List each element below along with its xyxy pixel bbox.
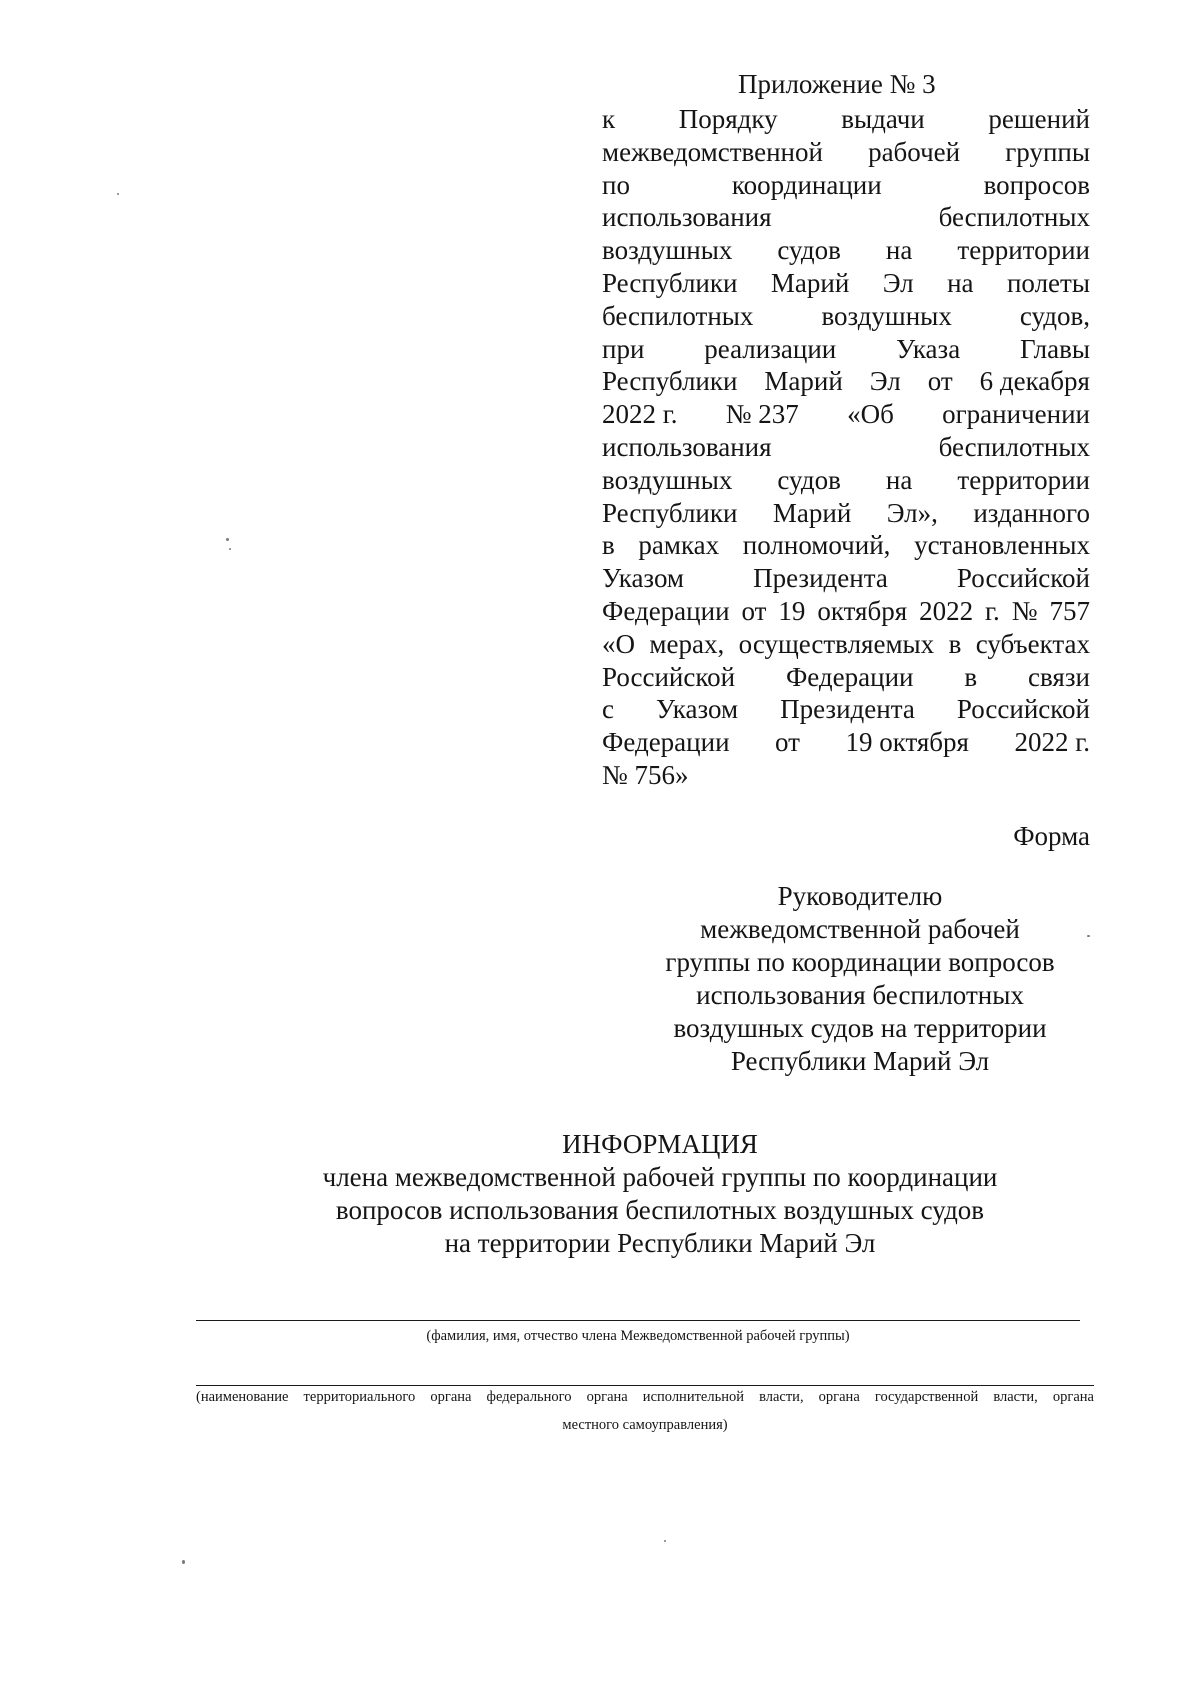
- scan-speck: [664, 1540, 666, 1542]
- annex-word: г.: [985, 595, 1000, 626]
- annex-word: Эл: [869, 366, 901, 397]
- annex-title: Приложение № 3: [738, 69, 936, 99]
- annex-word: 2022 г.: [602, 399, 678, 430]
- heading-title: ИНФОРМАЦИЯ: [562, 1129, 758, 1159]
- heading-subtitle-line: на территории Республики Марий Эл: [444, 1228, 876, 1258]
- addressee-line: межведомственной рабочей: [700, 914, 1020, 944]
- name-field-line: [196, 1320, 1080, 1321]
- annex-word: вопросов: [983, 169, 1090, 200]
- annex-word: по: [602, 169, 630, 200]
- annex-line: [602, 136, 1090, 169]
- annex-line: [602, 562, 1090, 595]
- annex-word: Марий: [764, 366, 843, 397]
- annex-word: №: [1011, 595, 1038, 626]
- annex-word: мерах,: [649, 628, 725, 659]
- annex-line: [602, 726, 1090, 759]
- annex-word: 2022: [919, 595, 974, 626]
- annex-line: [602, 595, 1090, 628]
- annex-word: ограничении: [942, 399, 1090, 430]
- annex-word: от: [775, 727, 800, 758]
- annex-word: Президента: [753, 563, 888, 594]
- addressee-block: [620, 880, 1100, 1078]
- annex-word: Федерации: [785, 661, 914, 692]
- annex-word: Указом: [602, 563, 685, 594]
- annex-word: Республики: [602, 497, 738, 528]
- annex-line: [602, 234, 1090, 267]
- annex-word: полномочий,: [742, 530, 891, 561]
- annex-word: Эл»,: [886, 497, 938, 528]
- annex-word: на: [885, 235, 913, 266]
- annex-word: Федерации: [602, 727, 730, 758]
- annex-word: беспилотных: [938, 431, 1090, 462]
- annex-word: 19: [778, 595, 806, 626]
- document-heading: [140, 1128, 1180, 1260]
- addressee-line: воздушных судов на территории: [673, 1013, 1047, 1043]
- annex-line: [602, 333, 1090, 366]
- annex-word: территории: [957, 235, 1090, 266]
- annex-word: в: [964, 661, 978, 692]
- annex-word: 6 декабря: [979, 366, 1090, 397]
- addressee-line: использования беспилотных: [696, 980, 1024, 1010]
- addressee-line: Руководителю: [777, 881, 943, 911]
- annex-word: на: [947, 267, 974, 298]
- annex-line: [602, 169, 1090, 202]
- annex-word: изданного: [973, 497, 1090, 528]
- annex-word: беспилотных: [938, 202, 1090, 233]
- annex-word: субъектах: [975, 628, 1090, 659]
- annex-word: от: [927, 366, 953, 397]
- annex-word: Республики: [602, 267, 738, 298]
- annex-word: Марий: [772, 497, 852, 528]
- annex-word: Президента: [780, 694, 915, 725]
- annex-line: [602, 267, 1090, 300]
- annex-text: [602, 103, 1090, 792]
- annex-word: связи: [1028, 661, 1090, 692]
- annex-word: рамках: [638, 530, 720, 561]
- addressee-line: группы по координации вопросов: [665, 947, 1055, 977]
- annex-line: [602, 300, 1090, 333]
- annex-line: [602, 661, 1090, 694]
- annex-line: [602, 628, 1090, 661]
- annex-word: рабочей: [868, 136, 961, 167]
- annex-word: с: [602, 694, 614, 725]
- heading-subtitle-line: члена межведомственной рабочей группы по координации: [322, 1162, 998, 1192]
- annex-word: к: [602, 104, 616, 134]
- organization-field-caption: (наименование территориального органа федерального органа исполнительной власти, органа государственной власти, органа: [196, 1389, 1094, 1405]
- annex-word: Марий: [770, 267, 850, 298]
- addressee-line: Республики Марий Эл: [730, 1046, 990, 1076]
- annex-word: воздушных: [602, 464, 733, 495]
- annex-line: [602, 398, 1090, 431]
- annex-word: «О: [602, 628, 635, 659]
- annex-word: использования: [602, 202, 772, 233]
- annex-word: 2022 г.: [1014, 727, 1090, 758]
- annex-word: использования: [602, 431, 772, 462]
- annex-line: [602, 497, 1090, 530]
- annex-word: Указа: [896, 333, 961, 364]
- annex-word: в: [948, 628, 962, 659]
- annex-word: в: [602, 530, 615, 561]
- annex-word: судов,: [1019, 300, 1090, 331]
- annex-line: [602, 103, 1090, 136]
- annex-word: Эл: [882, 267, 914, 298]
- annex-word: Порядку: [678, 104, 778, 134]
- annex-word: Федерации: [602, 595, 730, 626]
- annex-word: осуществляемых: [738, 628, 935, 659]
- organization-field-caption-continued: местного самоуправления): [562, 1417, 728, 1433]
- annex-word: территории: [957, 464, 1090, 495]
- annex-word: выдачи: [841, 104, 925, 134]
- annex-word: межведомственной: [602, 136, 823, 167]
- annex-word: Российской: [956, 694, 1090, 725]
- annex-word: при: [602, 333, 645, 364]
- annex-line: [602, 464, 1090, 497]
- scan-speck: [182, 1560, 185, 1564]
- annex-line: [602, 365, 1090, 398]
- organization-field-line: [196, 1385, 1094, 1386]
- annex-word: от: [741, 595, 767, 626]
- annex-word: Указом: [656, 694, 739, 725]
- name-field-caption: (фамилия, имя, отчество члена Межведомственной рабочей группы): [426, 1328, 850, 1344]
- annex-word: Российской: [956, 563, 1090, 594]
- annex-word: беспилотных: [602, 300, 754, 331]
- annex-word: 757: [1049, 595, 1090, 626]
- annex-word: на: [885, 464, 913, 495]
- annex-word: координации: [731, 169, 882, 200]
- annex-word: судов: [777, 464, 841, 495]
- annex-word: реализации: [704, 333, 837, 364]
- annex-word: судов: [777, 235, 841, 266]
- annex-word: Главы: [1020, 333, 1090, 364]
- annex-word: № 237: [725, 399, 799, 430]
- annex-word: группы: [1005, 136, 1090, 167]
- annex-line: [602, 201, 1090, 234]
- heading-subtitle-line: вопросов использования беспилотных воздушных судов: [335, 1195, 985, 1225]
- annex-word: «Об: [847, 399, 894, 430]
- form-label: Форма: [1013, 821, 1090, 851]
- annex-word: № 756»: [602, 759, 689, 790]
- annex-word: решений: [988, 104, 1090, 134]
- annex-word: 19 октября: [845, 727, 969, 758]
- annex-word: октября: [817, 595, 908, 626]
- scan-speck: [229, 548, 231, 550]
- annex-line: [602, 431, 1090, 464]
- scan-speck: [1087, 935, 1090, 937]
- annex-line: [602, 693, 1090, 726]
- annex-word: установленных: [914, 530, 1090, 561]
- annex-word: воздушных: [602, 235, 733, 266]
- annex-line: [602, 759, 1090, 792]
- annex-word: Республики: [602, 366, 738, 397]
- annex-line: [602, 529, 1090, 562]
- annex-word: воздушных: [821, 300, 952, 331]
- scan-speck: [226, 538, 229, 541]
- scan-speck: [117, 193, 119, 195]
- annex-word: Российской: [602, 661, 736, 692]
- annex-word: полеты: [1006, 267, 1090, 298]
